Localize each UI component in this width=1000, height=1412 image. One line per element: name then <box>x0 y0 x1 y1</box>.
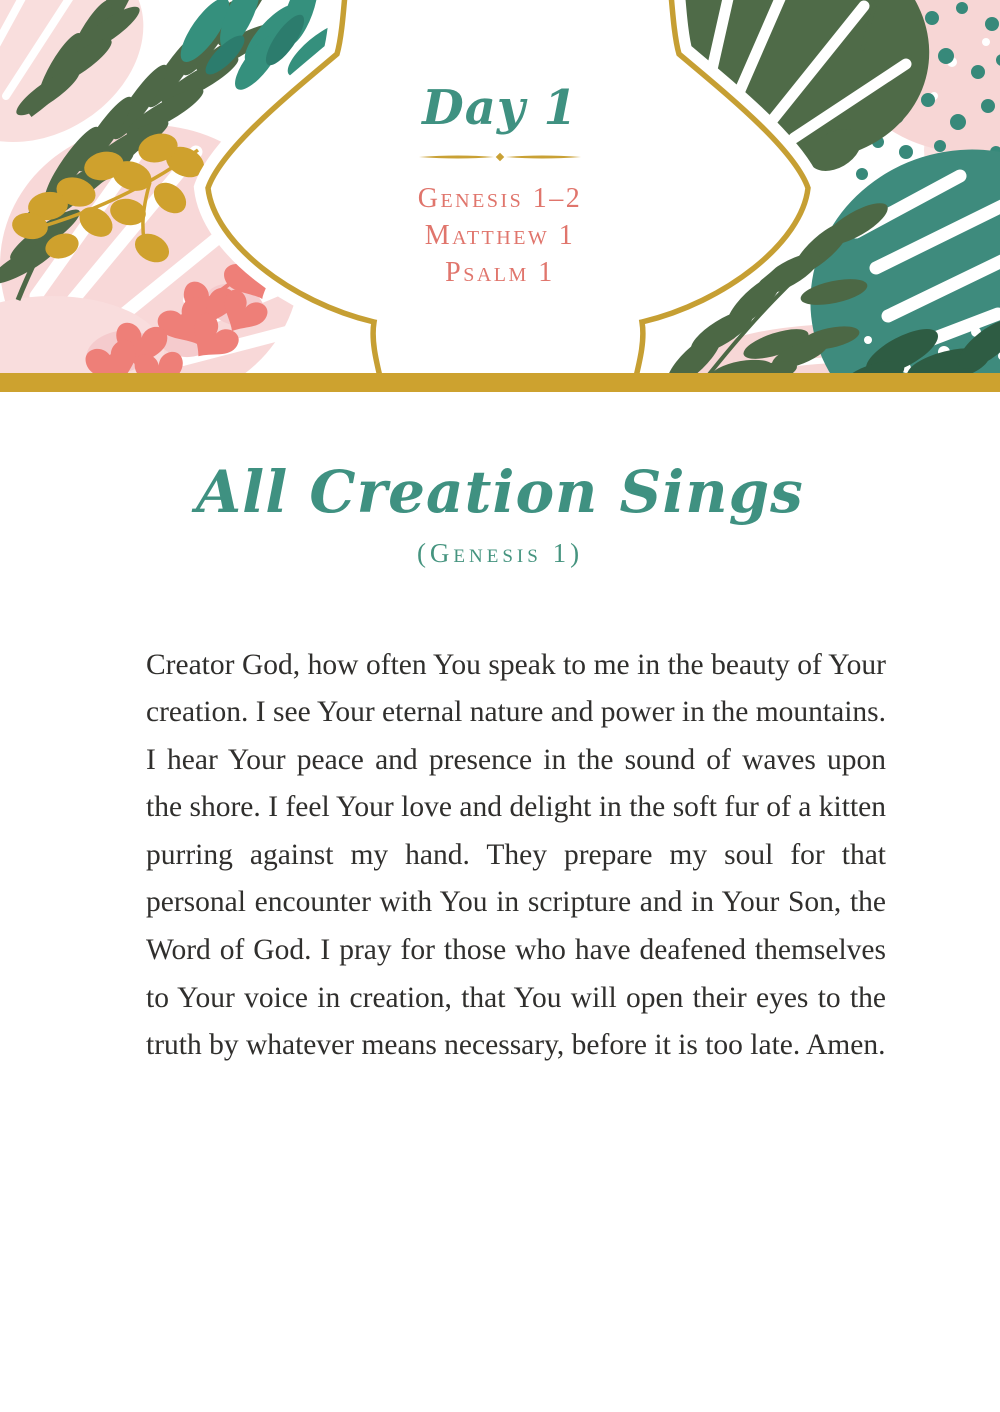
gold-divider-bar <box>0 373 1000 392</box>
ornamental-divider-icon <box>415 150 585 168</box>
reading-item: Genesis 1–2 <box>417 183 583 214</box>
reading-item: Psalm 1 <box>445 257 555 288</box>
prayer-text: Creator God, how often You speak to me in the beauty of Your creation. I see Your eternal nature and power in the mountains. I hear Your peace and presence in the sound of waves upon the shore. I feel Your love and delight in the soft fur of a kitten purring against my hand. They prepare my soul for that personal encounter with You in scripture and in Your Son, the Word of God. I pray for those who have deafened themselves to Your voice in creation, that You will open their eyes to the truth by whatever means necessary, before it is too late. Amen. <box>146 648 886 1062</box>
devotion-title: All Creation Sings <box>196 458 804 526</box>
devotion-subtitle: (Genesis 1) <box>416 538 584 568</box>
reading-item: Matthew 1 <box>424 220 576 251</box>
scripture-readings <box>0 180 1000 291</box>
day-label: Day 1 <box>422 80 578 136</box>
